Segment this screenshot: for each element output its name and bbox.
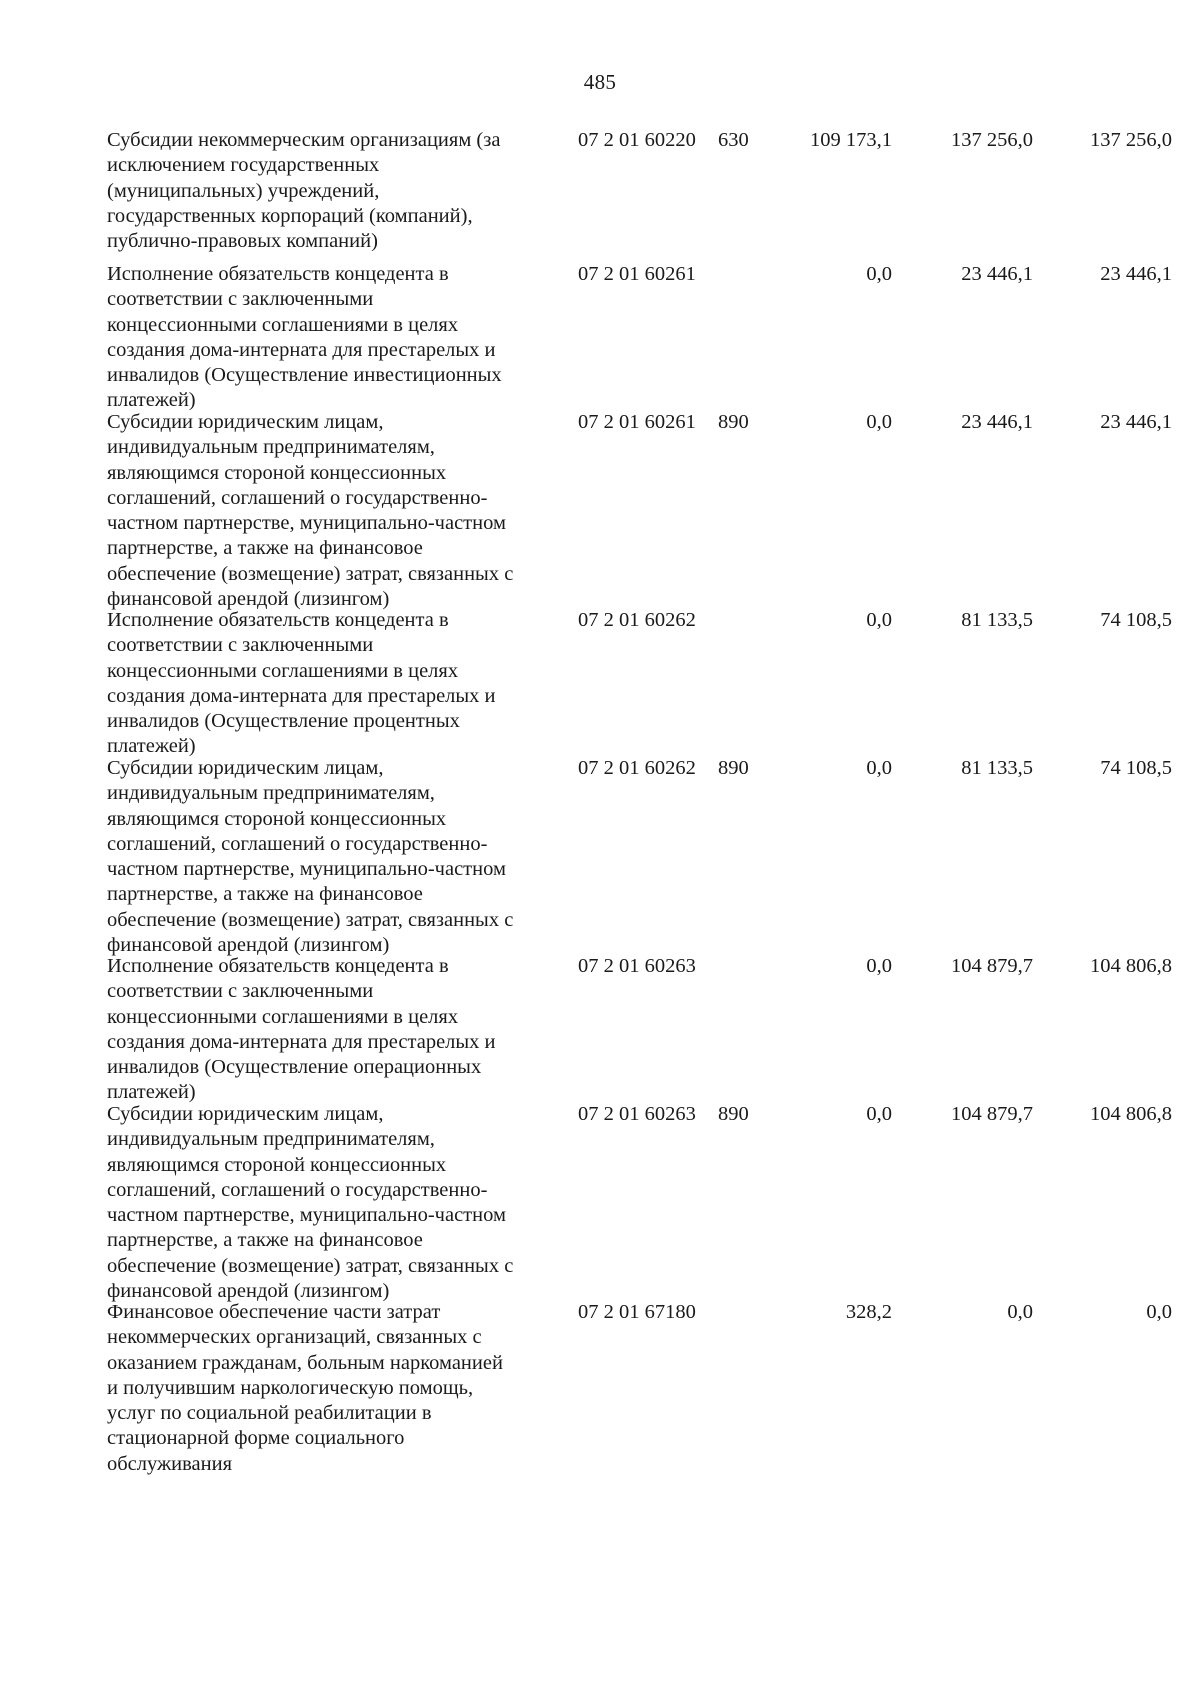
row-description xyxy=(107,756,577,958)
target-article-code: 07 2 01 60262 xyxy=(578,757,696,779)
description-line: создания дома-интерната для престарелых и xyxy=(107,684,496,707)
description-line: Субсидии юридическим лицам, xyxy=(107,757,384,779)
amount-year-3: 137 256,0 xyxy=(1090,129,1172,151)
description-line: концессионными соглашениями в целях xyxy=(107,659,459,682)
amount-year-1: 0,0 xyxy=(866,263,892,285)
amount-year-2: 81 133,5 xyxy=(961,609,1033,631)
row-description xyxy=(107,1300,577,1477)
amount-year-2: 23 446,1 xyxy=(961,263,1033,285)
amount-year-3: 0,0 xyxy=(1146,1301,1172,1323)
expense-type-code: 630 xyxy=(718,129,749,151)
target-article-code: 07 2 01 60263 xyxy=(578,1103,696,1125)
description-line: частном партнерстве, муниципально-частном xyxy=(107,1204,506,1227)
amount-year-3: 74 108,5 xyxy=(1100,757,1172,779)
description-line: индивидуальным предпринимателям, xyxy=(107,436,435,459)
description-line: соответствии с заключенными xyxy=(107,288,374,311)
description-line: создания дома-интерната для престарелых и xyxy=(107,338,496,361)
description-line: услуг по социальной реабилитации в xyxy=(107,1402,432,1425)
target-article-code: 07 2 01 60261 xyxy=(578,263,696,285)
description-line: финансовой арендой (лизингом) xyxy=(107,1280,390,1303)
description-line: обеспечение (возмещение) затрат, связанных с xyxy=(107,562,514,585)
description-line: Исполнение обязательств концедента в xyxy=(107,955,449,977)
description-line: обеспечение (возмещение) затрат, связанных с xyxy=(107,908,514,931)
row-description xyxy=(107,262,577,414)
page-number: 485 xyxy=(583,70,617,94)
description-line: создания дома-интерната для престарелых и xyxy=(107,1030,496,1053)
expense-type-code: 890 xyxy=(718,411,749,433)
description-line: финансовой арендой (лизингом) xyxy=(107,588,390,611)
description-line: партнерстве, а также на финансовое xyxy=(107,883,423,906)
description-line: соглашений, соглашений о государственно- xyxy=(107,486,488,509)
amount-year-1: 0,0 xyxy=(866,757,892,779)
amount-year-3: 104 806,8 xyxy=(1090,955,1172,977)
expense-type-code: 890 xyxy=(718,1103,749,1125)
amount-year-3: 74 108,5 xyxy=(1100,609,1172,631)
description-line: обслуживания xyxy=(107,1452,233,1475)
description-line: партнерстве, а также на финансовое xyxy=(107,1229,423,1252)
description-line: инвалидов (Осуществление инвестиционных xyxy=(107,364,502,387)
target-article-code: 07 2 01 60220 xyxy=(578,129,696,151)
description-line: соответствии с заключенными xyxy=(107,980,374,1003)
description-line: партнерстве, а также на финансовое xyxy=(107,537,423,560)
description-line: некоммерческих организаций, связанных с xyxy=(107,1326,482,1349)
amount-year-3: 23 446,1 xyxy=(1100,411,1172,433)
description-line: платежей) xyxy=(107,1081,196,1104)
description-line: стационарной форме социального xyxy=(107,1427,405,1450)
description-line: индивидуальным предпринимателям, xyxy=(107,1128,435,1151)
description-line: инвалидов (Осуществление операционных xyxy=(107,1056,482,1079)
amount-year-2: 104 879,7 xyxy=(951,1103,1033,1125)
description-line: Исполнение обязательств концедента в xyxy=(107,263,449,285)
description-line: частном партнерстве, муниципально-частном xyxy=(107,512,506,535)
target-article-code: 07 2 01 60263 xyxy=(578,955,696,977)
description-line: Субсидии юридическим лицам, xyxy=(107,411,384,433)
description-line: платежей) xyxy=(107,735,196,758)
description-line: платежей) xyxy=(107,389,196,412)
row-description xyxy=(107,954,577,1106)
target-article-code: 07 2 01 60262 xyxy=(578,609,696,631)
row-description xyxy=(107,410,577,612)
amount-year-1: 0,0 xyxy=(866,955,892,977)
description-line: индивидуальным предпринимателям, xyxy=(107,782,435,805)
description-line: являющимся стороной концессионных xyxy=(107,1153,447,1176)
description-line: являющимся стороной концессионных xyxy=(107,807,447,830)
amount-year-1: 0,0 xyxy=(866,1103,892,1125)
amount-year-2: 104 879,7 xyxy=(951,955,1033,977)
description-line: Субсидии некоммерческим организациям (за xyxy=(107,129,501,151)
amount-year-1: 0,0 xyxy=(866,609,892,631)
row-description xyxy=(107,128,577,254)
amount-year-3: 104 806,8 xyxy=(1090,1103,1172,1125)
expense-type-code: 890 xyxy=(718,757,749,779)
description-line: концессионными соглашениями в целях xyxy=(107,1005,459,1028)
description-line: соглашений, соглашений о государственно- xyxy=(107,832,488,855)
description-line: являющимся стороной концессионных xyxy=(107,461,447,484)
amount-year-1: 328,2 xyxy=(845,1301,892,1323)
amount-year-1: 0,0 xyxy=(866,411,892,433)
amount-year-2: 23 446,1 xyxy=(961,411,1033,433)
description-line: публично-правовых компаний) xyxy=(107,230,378,253)
amount-year-2: 137 256,0 xyxy=(951,129,1033,151)
row-description xyxy=(107,1102,577,1304)
description-line: соглашений, соглашений о государственно- xyxy=(107,1178,488,1201)
description-line: обеспечение (возмещение) затрат, связанных с xyxy=(107,1254,514,1277)
description-line: финансовой арендой (лизингом) xyxy=(107,934,390,957)
description-line: соответствии с заключенными xyxy=(107,634,374,657)
description-line: государственных корпораций (компаний), xyxy=(107,204,473,227)
description-line: (муниципальных) учреждений, xyxy=(107,179,380,202)
description-line: концессионными соглашениями в целях xyxy=(107,313,459,336)
description-line: Финансовое обеспечение части затрат xyxy=(107,1301,441,1323)
description-line: исключением государственных xyxy=(107,154,380,177)
description-line: Исполнение обязательств концедента в xyxy=(107,609,449,631)
description-line: частном партнерстве, муниципально-частном xyxy=(107,858,506,881)
amount-year-2: 81 133,5 xyxy=(961,757,1033,779)
row-description xyxy=(107,608,577,760)
amount-year-3: 23 446,1 xyxy=(1100,263,1172,285)
description-line: оказанием гражданам, больным наркоманией xyxy=(107,1351,503,1374)
description-line: инвалидов (Осуществление процентных xyxy=(107,710,460,733)
description-line: Субсидии юридическим лицам, xyxy=(107,1103,384,1125)
amount-year-1: 109 173,1 xyxy=(810,129,892,151)
target-article-code: 07 2 01 67180 xyxy=(578,1301,696,1323)
amount-year-2: 0,0 xyxy=(1007,1301,1033,1323)
target-article-code: 07 2 01 60261 xyxy=(578,411,696,433)
description-line: и получившим наркологическую помощь, xyxy=(107,1376,474,1399)
